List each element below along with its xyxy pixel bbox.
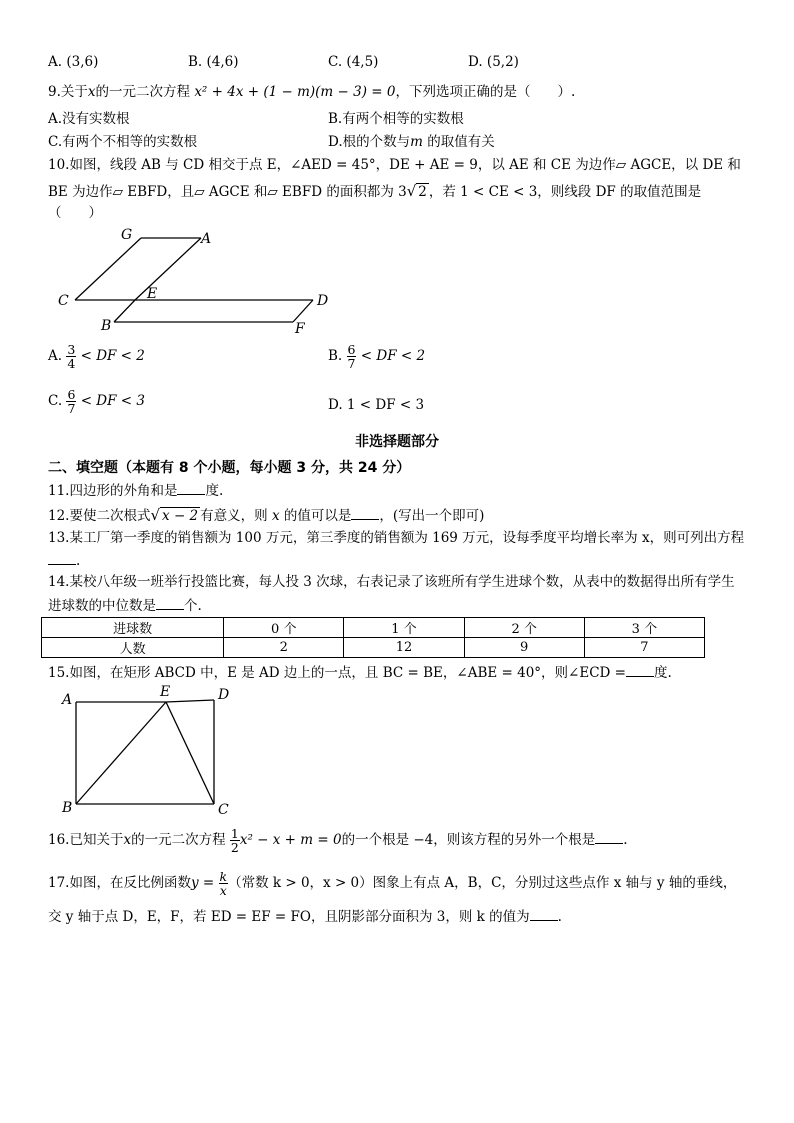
- q10-option-c-post: < DF < 3: [80, 393, 145, 409]
- q10-option-a-post: < DF < 2: [80, 348, 145, 364]
- table-header-cell: 1 个: [344, 618, 464, 638]
- q9-mid: 的一元二次方程: [95, 84, 191, 100]
- table-header-cell: 2 个: [464, 618, 584, 638]
- q9-stem: [48, 82, 575, 102]
- q9-equation: x² + 4x + (1 − m)(m − 3) = 0: [194, 84, 396, 100]
- q10-option-b-fraction: [347, 343, 357, 370]
- q12-post2: ，(写出一个即可): [379, 508, 485, 524]
- q12-pre: 12.要使二次根式: [48, 508, 151, 524]
- q16-pre: 16.已知关于: [48, 832, 124, 848]
- q10-label-e: E: [147, 286, 158, 302]
- q10-label-b: B: [101, 318, 112, 334]
- q10-line2-post: ，若 1 < CE < 3，则线段 DF 的取值范围是: [428, 184, 702, 200]
- q10-a-den: 4: [67, 356, 76, 371]
- table-header-cell: 0 个: [224, 618, 344, 638]
- q9-option-d: [328, 132, 495, 152]
- table-cell: 2: [224, 638, 344, 658]
- q9-option-d-post: 的取值有关: [427, 134, 495, 150]
- q10-option-c-pre: C.: [48, 393, 63, 409]
- q10-sqrt: 2: [418, 184, 427, 200]
- q17-pre: 17.如图，在反比例函数: [48, 875, 191, 891]
- q14-line1: 14.某校八年级一班举行投篮比赛，每人投 3 次球，右表记录了该班所有学生进球个数，从表中的数据得出所有学生: [48, 574, 735, 590]
- q10-option-c: [48, 388, 145, 415]
- q9-pre: 9.关于: [48, 84, 88, 100]
- q13-line1: 13.某工厂第一季度的销售额为 100 万元，第三季度的销售额为 169 万元，设每季度平均增长率为 x，则可列出方程: [48, 530, 745, 546]
- q15-label-e: E: [160, 684, 171, 700]
- q15-pre: 15.如图，在矩形 ABCD 中，E 是 AD 边上的一点，且 BC = BE，∠ABE = 40°，则∠ECD =: [48, 665, 626, 681]
- table-row: [42, 638, 705, 658]
- q9-var-m: m: [410, 134, 423, 150]
- q9-post: ，下列选项正确的是（ ）.: [395, 84, 576, 100]
- q10-figure: [55, 226, 345, 338]
- q8-option-c: C. (4,5): [328, 54, 379, 70]
- q16-num: 1: [230, 826, 239, 841]
- q10-option-a: [48, 343, 145, 370]
- q10-line2-pre: BE 为边作▱ EBFD，且▱ AGCE 和▱ EBFD 的面积都为 3: [48, 184, 407, 200]
- q14-score-table: [41, 617, 705, 658]
- section-title: 非选择题部分: [355, 434, 439, 450]
- q17-line2: [48, 906, 562, 927]
- q17-answer-blank[interactable]: [530, 906, 558, 921]
- q12-radicand: x − 2: [162, 508, 199, 524]
- table-cell: 12: [344, 638, 464, 658]
- q10-label-d: D: [317, 293, 329, 309]
- section-heading: 二、填空题（本题有 8 个小题，每小题 3 分，共 24 分）: [48, 460, 411, 476]
- q10-option-a-fraction: [66, 343, 76, 370]
- q10-c-den: 7: [67, 401, 76, 416]
- q16: [48, 827, 628, 854]
- q10-option-b: [328, 343, 425, 370]
- q11-post: 度.: [205, 483, 224, 499]
- q8-option-d: D. (5,2): [468, 54, 519, 70]
- q16-den: 2: [230, 840, 239, 855]
- q16-answer-blank[interactable]: [595, 829, 623, 844]
- q15: [48, 662, 672, 683]
- table-header-cell: 3 个: [584, 618, 704, 638]
- q10-line2: BE 为边作▱ EBFD，且▱ AGCE 和▱ EBFD 的面积都为 3√ 2 ，若 1 < CE < 3，则线段 DF 的取值范围是: [48, 182, 702, 200]
- q15-label-a: A: [62, 692, 73, 708]
- q17-line2-post: .: [557, 909, 562, 925]
- q10-b-num: 6: [347, 342, 356, 357]
- q10-option-b-post: < DF < 2: [360, 348, 426, 364]
- table-row: [42, 618, 705, 638]
- q12: 12.要使二次根式√ x − 2 有意义，则 x 的值可以是 ，(写出一个即可): [48, 506, 485, 524]
- q13-post: .: [76, 553, 81, 569]
- q17-fraction: [219, 870, 229, 897]
- q9-option-b: B.有两个相等的实数根: [328, 111, 464, 127]
- q10-label-a: A: [201, 231, 212, 247]
- q15-post: 度.: [653, 665, 672, 681]
- q17-den: x: [219, 883, 227, 898]
- q15-label-d: D: [218, 687, 230, 703]
- q16-post: 的一个根是 −4，则该方程的另外一个根是: [341, 832, 596, 848]
- q12-post: 的值可以是: [283, 508, 352, 524]
- q11: [48, 480, 223, 501]
- q10-c-num: 6: [67, 387, 76, 402]
- q11-pre: 11.四边形的外角和是: [48, 483, 178, 499]
- q16-end: .: [623, 832, 628, 848]
- q14-post: 个.: [184, 598, 202, 614]
- q10-option-b-pre: B.: [328, 348, 343, 364]
- q14-answer-blank[interactable]: [156, 595, 184, 610]
- q10-line3: （ ）: [48, 205, 102, 221]
- q10-line1: 10.如图，线段 AB 与 CD 相交于点 E，∠AED = 45°，DE + AE = 9，以 AE 和 CE 为边作▱ AGCE，以 DE 和: [48, 157, 741, 173]
- q9-var-x: x: [87, 84, 96, 100]
- q9-option-c: C.有两个不相等的实数根: [48, 134, 198, 150]
- q10-label-c: C: [58, 293, 69, 309]
- q14-line2: [48, 595, 202, 616]
- q17-line2-pre: 交 y 轴于点 D，E，F，若 ED = EF = FO，且阴影部分面积为 3，则 k 的值为: [48, 909, 530, 925]
- q16-fraction: [230, 827, 240, 854]
- table-cell: 人数: [42, 638, 224, 658]
- q12-answer-blank[interactable]: [351, 505, 379, 520]
- q17-line1: [48, 870, 736, 897]
- q13-line2: [48, 550, 80, 571]
- q8-option-a: A. (3,6): [48, 54, 99, 70]
- q9-option-a: A.没有实数根: [48, 111, 130, 127]
- q12-var-x: x: [267, 508, 284, 524]
- q8-option-b: B. (4,6): [188, 54, 239, 70]
- q17-num: k: [219, 869, 228, 884]
- q11-answer-blank[interactable]: [177, 480, 205, 495]
- q14-pre: 进球数的中位数是: [48, 598, 156, 614]
- q15-figure: [58, 682, 248, 817]
- q13-answer-blank[interactable]: [48, 550, 76, 565]
- table-cell: 7: [584, 638, 704, 658]
- q10-label-f: F: [295, 321, 305, 337]
- q16-var-x: x: [123, 832, 132, 848]
- q16-mid: 的一元二次方程: [131, 832, 226, 848]
- table-header-cell: 进球数: [42, 618, 224, 638]
- q10-option-c-fraction: [66, 388, 76, 415]
- q15-label-c: C: [218, 802, 229, 817]
- q12-mid: 有意义，则: [200, 508, 268, 524]
- q10-option-d: D. 1 < DF < 3: [328, 397, 425, 413]
- q10-b-den: 7: [347, 356, 356, 371]
- q15-answer-blank[interactable]: [626, 662, 654, 677]
- q10-label-g: G: [121, 227, 133, 243]
- q9-option-d-pre: D.根的个数与: [328, 134, 411, 150]
- q16-equation: x² − x + m = 0: [239, 832, 342, 848]
- q15-label-b: B: [62, 800, 73, 816]
- q10-option-a-pre: A.: [48, 348, 63, 364]
- q17-y-eq: y =: [190, 875, 215, 891]
- q17-condition: （常数 k > 0，x > 0）图象上有点 A，B，C，分别过这些点作 x 轴与 y 轴的垂线，: [228, 875, 737, 891]
- table-cell: 9: [464, 638, 584, 658]
- q10-a-num: 3: [67, 342, 76, 357]
